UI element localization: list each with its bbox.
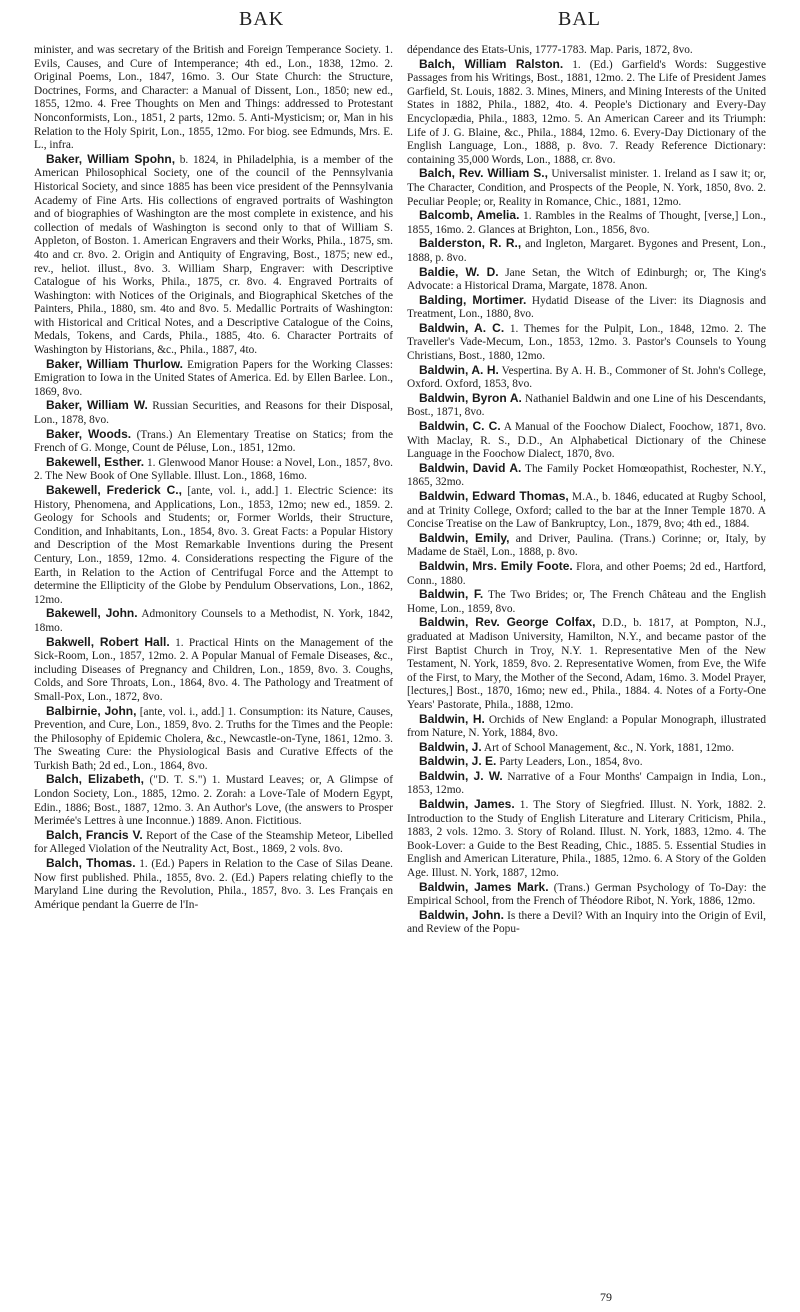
- bibliography-entry: [407, 798, 766, 881]
- bibliography-entry: [407, 755, 766, 770]
- left-column: [34, 44, 393, 937]
- bibliography-entry: [407, 392, 766, 420]
- entry-text: The Family Pocket Homœopathist, Rochester, N.Y., 1865, 32mo.: [407, 462, 766, 489]
- entry-text: (Trans.) German Psychology of To-Day: the Empirical School, from the French of Théodore Ribot, N. York, 1886, 12mo.: [407, 881, 766, 908]
- entry-headword: Balding, Mortimer.: [419, 292, 527, 307]
- bibliography-entry: [34, 44, 393, 153]
- entry-headword: Balch, Rev. William S.,: [419, 166, 548, 181]
- entry-text: minister, and was secretary of the British and Foreign Temperance Society. 1. Evils, Causes, and Cure of Intemperance; 4th ed., Lon., 1838, 12mo. 2. Original Poems, Lon., 1847, 16mo. 3. Our State Church: the Structure, Doctrines, Forms, and Character: a Manual of Dissent, Lon., 1850; new ed., 1855, 12mo. 4. Free Thoughts on Men and Things: addressed to Protestant Nonconformists, Lon., 1851, 2 parts, 12mo. 5. Anti-Mysticism; or, Man in his Relation to the Holy Spirit, Lon., 1855, 12mo. For biog. see Edmunds, Mrs. E. L., infra.: [34, 44, 393, 152]
- entry-text: Universalist minister. 1. Ireland as I saw it; or, The Character, Condition, and Prospects of the People, N. York, 1850, 8vo. 2. Peculiar People; or, Reality in Romance, Chic., 1881, 12mo.: [407, 168, 766, 208]
- entry-text: ("D. T. S.") 1. Mustard Leaves; or, A Glimpse of London Society, Lon., 1885, 12mo. 2. Zorah: a Love-Tale of Modern Egypt, Edin., 1886; Bost., 1887, 12mo. 3. An Author's Love, (the answers to Prosper Merimée's Lettres à une Inconnue.) 1889. Anon. Fictitious.: [34, 774, 393, 828]
- running-head-right: BAL: [558, 8, 601, 30]
- entry-headword: Baker, William Spohn,: [46, 151, 176, 166]
- right-column: [407, 44, 766, 937]
- bibliography-entry: [407, 462, 766, 490]
- entry-text: The Two Brides; or, The French Château and the English Home, Lon., 1859, 8vo.: [407, 589, 766, 615]
- two-column-text: [34, 44, 766, 937]
- entry-headword: Balch, William Ralston.: [419, 56, 564, 71]
- entry-text: Flora, and other Poems; 2d ed., Hartford, Conn., 1880.: [407, 560, 766, 587]
- entry-text: [ante, vol. i., add.] 1. Consumption: its Nature, Causes, Prevention, and Cure, Lon., 1859, 8vo. 2. Truths for the Times and the People: the Philosophy of Epidemic Cholera, &c., Newcastle-on-Tyne, 1861, 12mo. 3. The Sweating Cure: the Physiological Basis and Curative Effects of the Turkish Bath; 2d ed., Lon., 1864, 8vo.: [34, 705, 393, 772]
- bibliography-entry: [407, 560, 766, 588]
- entry-headword: Bakwell, Robert Hall.: [46, 634, 170, 649]
- bibliography-entry: [407, 770, 766, 798]
- entry-text: and Ingleton, Margaret. Bygones and Present, Lon., 1888, p. 8vo.: [407, 238, 767, 264]
- entry-headword: Baldwin, Rev. George Colfax,: [419, 615, 596, 630]
- bibliography-entry: [407, 322, 766, 364]
- entry-text: Admonitory Counsels to a Methodist, N. York, 1842, 18mo.: [34, 608, 393, 634]
- entry-headword: Balch, Francis V.: [46, 827, 143, 842]
- entry-headword: Baldie, W. D.: [419, 264, 499, 279]
- entry-headword: Baldwin, C. C.: [419, 419, 501, 434]
- bibliography-entry: [407, 881, 766, 909]
- bibliography-entry: [407, 420, 766, 462]
- entry-headword: Bakewell, Frederick C.,: [46, 483, 182, 497]
- entry-text: b. 1824, in Philadelphia, is a member of the American Philosophical Society, one of the council of the Pennsylvania Historical Society, and since 1885 has been vice president of the Pennsylvania Academy of Fine Arts. His collections of engraved portraits of Washington and of biographies of Washington are the most complete in existence, and his collection of medals of Washington is second only to that of William S. Appleton, of Boston. 1. American Engravers and their Works, Phila., 1875, sm. 4to and cr. 8vo. 2. Origin and Antiquity of Engraving, Bost., 1875; new ed., rev., heliot. illust., 8vo. 3. William Sharp, Engraver: with Descriptive Catalogue of his Works, Phila., 1875, cr. 8vo. 4. Engraved Portraits of Washington: with Notices of the Originals, and Biographical Sketches of the Painters, Phila., 1880, sm. 4to and 8vo. 5. Medallic Portraits of Washington: with Historical and Critical Notes, and a Descriptive Catalogue of the Coins, Medals, Tokens, and Cards, Phila., 1885, 4to. 6. Character Portraits of Washington by Historians, &c., Phila., 1887, 4to.: [34, 153, 393, 357]
- entry-headword: Baldwin, F.: [419, 587, 484, 602]
- bibliography-entry: [34, 857, 393, 912]
- entry-headword: Baldwin, Edward Thomas,: [419, 489, 569, 503]
- bibliography-entry: [34, 428, 393, 456]
- bibliography-entry: [407, 167, 766, 209]
- entry-headword: Baldwin, Byron A.: [419, 390, 522, 405]
- bibliography-entry: [407, 266, 766, 294]
- running-head-left: BAK: [239, 8, 285, 30]
- entry-text: A Manual of the Foochow Dialect, Foochow, 1871, 8vo. With Maclay, R. S., D.D., An Alphabetical Dictionary of the Chinese Language in the Foochow Dialect, 1870, 8vo.: [407, 421, 766, 461]
- bibliography-entry: [34, 456, 393, 484]
- entry-headword: Baldwin, Mrs. Emily Foote.: [419, 558, 573, 573]
- page-number: 79: [600, 1290, 612, 1304]
- entry-text: Report of the Case of the Steamship Meteor, Libelled for Alleged Violation of the Neutrality Act, Bost., 1869, 2 vols. 8vo.: [34, 829, 393, 856]
- entry-headword: Balch, Elizabeth,: [46, 772, 145, 787]
- bibliography-entry: [34, 607, 393, 635]
- bibliography-entry: [407, 44, 766, 58]
- entry-headword: Baldwin, J. E.: [419, 754, 497, 769]
- entry-text: 1. Themes for the Pulpit, Lon., 1848, 12mo. 2. The Traveller's Vade-Mecum, Lon., 1853, 12mo. 3. Pastor's Counsels to Young Christians, Bost., 1880, 12mo.: [407, 322, 766, 363]
- entry-headword: Baldwin, H.: [419, 711, 485, 726]
- entry-text: 1. (Ed.) Papers in Relation to the Case of Silas Deane. Now first published. Phila., 1855, 8vo. 2. (Ed.) Papers relating chiefly to the Maryland Line during the Revolution, Phila., 1857, 8vo. 3. Les Français en Amérique pendant la Guerre de l'In-: [34, 858, 393, 911]
- entry-text: Narrative of a Four Months' Campaign in India, Lon., 1853, 12mo.: [407, 770, 766, 797]
- entry-headword: Baker, Woods.: [46, 426, 132, 441]
- bibliography-entry: [407, 588, 766, 616]
- entry-text: M.A., b. 1846, educated at Rugby School, and at Trinity College, Oxford; called to the bar at the Inner Temple 1870. A Concise Treatise on the Law of Bankruptcy, Lon., 1879, 8vo; 4th ed., 1884.: [407, 491, 767, 531]
- bibliography-entry: [407, 209, 766, 237]
- entry-headword: Baker, William Thurlow.: [46, 356, 183, 371]
- entry-text: Russian Securities, and Reasons for their Disposal, Lon., 1878, 8vo.: [34, 400, 393, 427]
- entry-text: Party Leaders, Lon., 1854, 8vo.: [496, 756, 643, 769]
- bibliography-entry: [34, 484, 393, 607]
- entry-headword: Balch, Thomas.: [46, 856, 136, 871]
- entry-headword: Baldwin, A. H.: [419, 362, 499, 377]
- bibliography-entry: [407, 58, 766, 168]
- bibliography-entry: [407, 909, 766, 937]
- bibliography-entry: [34, 829, 393, 857]
- bibliography-entry: [407, 741, 766, 756]
- bibliography-entry: [407, 237, 766, 265]
- bibliography-entry: [407, 490, 766, 532]
- entry-text: (Trans.) An Elementary Treatise on Statics; from the French of G. Monge, Count de Péluse, Lon., 1851, 12mo.: [34, 428, 393, 455]
- entry-headword: Balbirnie, John,: [46, 703, 137, 718]
- bibliography-entry: [34, 705, 393, 774]
- bibliography-entry: [34, 636, 393, 705]
- entry-text: Orchids of New England: a Popular Monograph, illustrated from Nature, N. York, 1884, 8vo.: [407, 713, 767, 740]
- bibliography-entry: [407, 532, 766, 560]
- entry-text: [ante, vol. i., add.] 1. Electric Science: its History, Phenomena, and Applications, Lon., 1853, 12mo; new ed., 1859. 2. Geology for Schools and Students; or, Former Worlds, their Structure, Condition, and Inhabitants, Lon., 1854, 8vo. 3. Great Facts: a Popular History and Description of the Most Remarkable Inventions during the Present Century, Lon., 1859, 12mo. 4. Considerations respecting the Figure of the Earth, in Relation to the Action of Centrifugal Force and the Attempt to determine the Ellipticity of the Globe by Pendulum Observations, Lon., 1862, 12mo.: [34, 485, 393, 606]
- entry-text: 1. Practical Hints on the Management of the Sick-Room, Lon., 1857, 12mo. 2. A Popular Manual of Female Diseases, &c., including Diseases of Pregnancy and Children, Lon., 1859, 8vo. 3. Coughs, Colds, and Sore Throats, Lon., 1864, 8vo. 4. The Pathology and Treatment of Small-Pox, Lon., 1872, 8vo.: [34, 636, 394, 703]
- entry-headword: Baldwin, J. W.: [419, 768, 503, 783]
- entry-headword: Baker, William W.: [46, 398, 148, 413]
- entry-headword: Baldwin, A. C.: [419, 320, 505, 335]
- entry-text: Hydatid Disease of the Liver: its Diagnosis and Treatment, Lon., 1880, 8vo.: [407, 294, 766, 321]
- bibliography-entry: [34, 153, 393, 358]
- entry-headword: Baldwin, John.: [419, 907, 504, 922]
- bibliography-entry: [34, 399, 393, 427]
- bibliography-entry: [407, 294, 766, 322]
- entry-headword: Balcomb, Amelia.: [419, 208, 520, 223]
- entry-text: Jane Setan, the Witch of Edinburgh; or, The King's Advocate: a Historical Drama, Margate, 1878. Anon.: [407, 266, 767, 293]
- entry-text: Vespertina. By A. H. B., Commoner of St. John's College, Oxford. Oxford, 1853, 8vo.: [407, 364, 766, 391]
- entry-headword: Baldwin, David A.: [419, 460, 522, 475]
- entry-text: Emigration Papers for the Working Classes: Emigration to Iowa in the United States of America. Ed. by Ellen Barlee. Lon., 1869, 8vo.: [34, 358, 393, 398]
- entry-headword: Baldwin, J.: [419, 739, 482, 754]
- entry-text: dépendance des Etats-Unis, 1777-1783. Map. Paris, 1872, 8vo.: [407, 44, 693, 56]
- bibliography-entry: [407, 364, 766, 392]
- bibliography-entry: [34, 358, 393, 400]
- running-head: [34, 8, 766, 36]
- bibliography-entry: [407, 713, 766, 741]
- entry-text: 1. (Ed.) Garfield's Words: Suggestive Passages from his Writings, Bost., 1881, 12mo. 2. The Life of President James Garfield, St. Louis, 1882. 3. Mines, Miners, and Mining Interests of the United States in 1882, Phila., 1882, 4to. 4. People's Dictionary and Every-Day Encyclopædia, Phila., 1883, 12mo. 5. An American Career and its Triumph: Life of J. G. Blaine, &c., Phila., 1884, 12mo. 6. Every-Day Dictionary of the English Language, Lon., 1888, p. 8vo. 7. Ready Reference Dictionary: containing 35,000 Words, Lon., 1888, cr. 8vo.: [407, 58, 766, 166]
- entry-text: and Driver, Paulina. (Trans.) Corinne; or, Italy, by Madame de Staël, Lon., 1888, p. 8vo.: [407, 532, 766, 559]
- entry-text: D.D., b. 1817, at Pompton, N.J., graduated at Madison University, Hamilton, N.Y., and became pastor of the First Baptist Church in Troy, N.Y. 1. Representative Men of the New Testament, N. York, 1859, 8vo. 2. Representative Women, from Eve, the Wife of the First, to Mary, the Mother of the Second, Adam, 16mo. 3. Model Prayer, [lectures,] Bost., 1870, 16mo; new ed., Phila., 1884. 4. Notes of a Forty-One Years' Pastorate, Phila., 1888, 12mo.: [407, 617, 766, 711]
- entry-text: 1. The Story of Siegfried. Illust. N. York, 1882. 2. Introduction to the Study of English Literature and Literary Criticism, Phila., 1883, 2 vols. 12mo. 3. Story of Roland. Illust. N. York, 1883, 12mo. 4. The Book-Lover: a Guide to the Best Reading, Chic., 1885. 5. Essential Studies in English and American Literature, Phila., 1885, 12mo. 6. A Story of the Golden Age. Illust. N. York, 1887, 12mo.: [407, 799, 766, 880]
- entry-headword: Bakewell, Esther.: [46, 454, 145, 469]
- entry-text: Is there a Devil? With an Inquiry into the Origin of Evil, and Review of the Popu-: [407, 909, 767, 936]
- entry-headword: Bakewell, John.: [46, 606, 138, 621]
- entry-text: Nathaniel Baldwin and one Line of his Descendants, Bost., 1871, 8vo.: [407, 392, 766, 419]
- entry-headword: Baldwin, Emily,: [419, 530, 510, 545]
- bibliography-entry: [34, 773, 393, 828]
- entry-text: 1. Glenwood Manor House: a Novel, Lon., 1857, 8vo. 2. The New Book of One Syllable. Illust. Lon., 1868, 16mo.: [34, 456, 393, 483]
- entry-headword: Baldwin, James Mark.: [419, 879, 549, 894]
- entry-text: Art of School Management, &c., N. York, 1881, 12mo.: [481, 741, 735, 754]
- entry-headword: Baldwin, James.: [419, 797, 515, 812]
- entry-text: 1. Rambles in the Realms of Thought, [verse,] Lon., 1855, 16mo. 2. Glances at Brighton, Lon., 1856, 8vo.: [407, 210, 766, 236]
- bibliography-entry: [407, 616, 766, 712]
- entry-headword: Balderston, R. R.,: [419, 236, 522, 251]
